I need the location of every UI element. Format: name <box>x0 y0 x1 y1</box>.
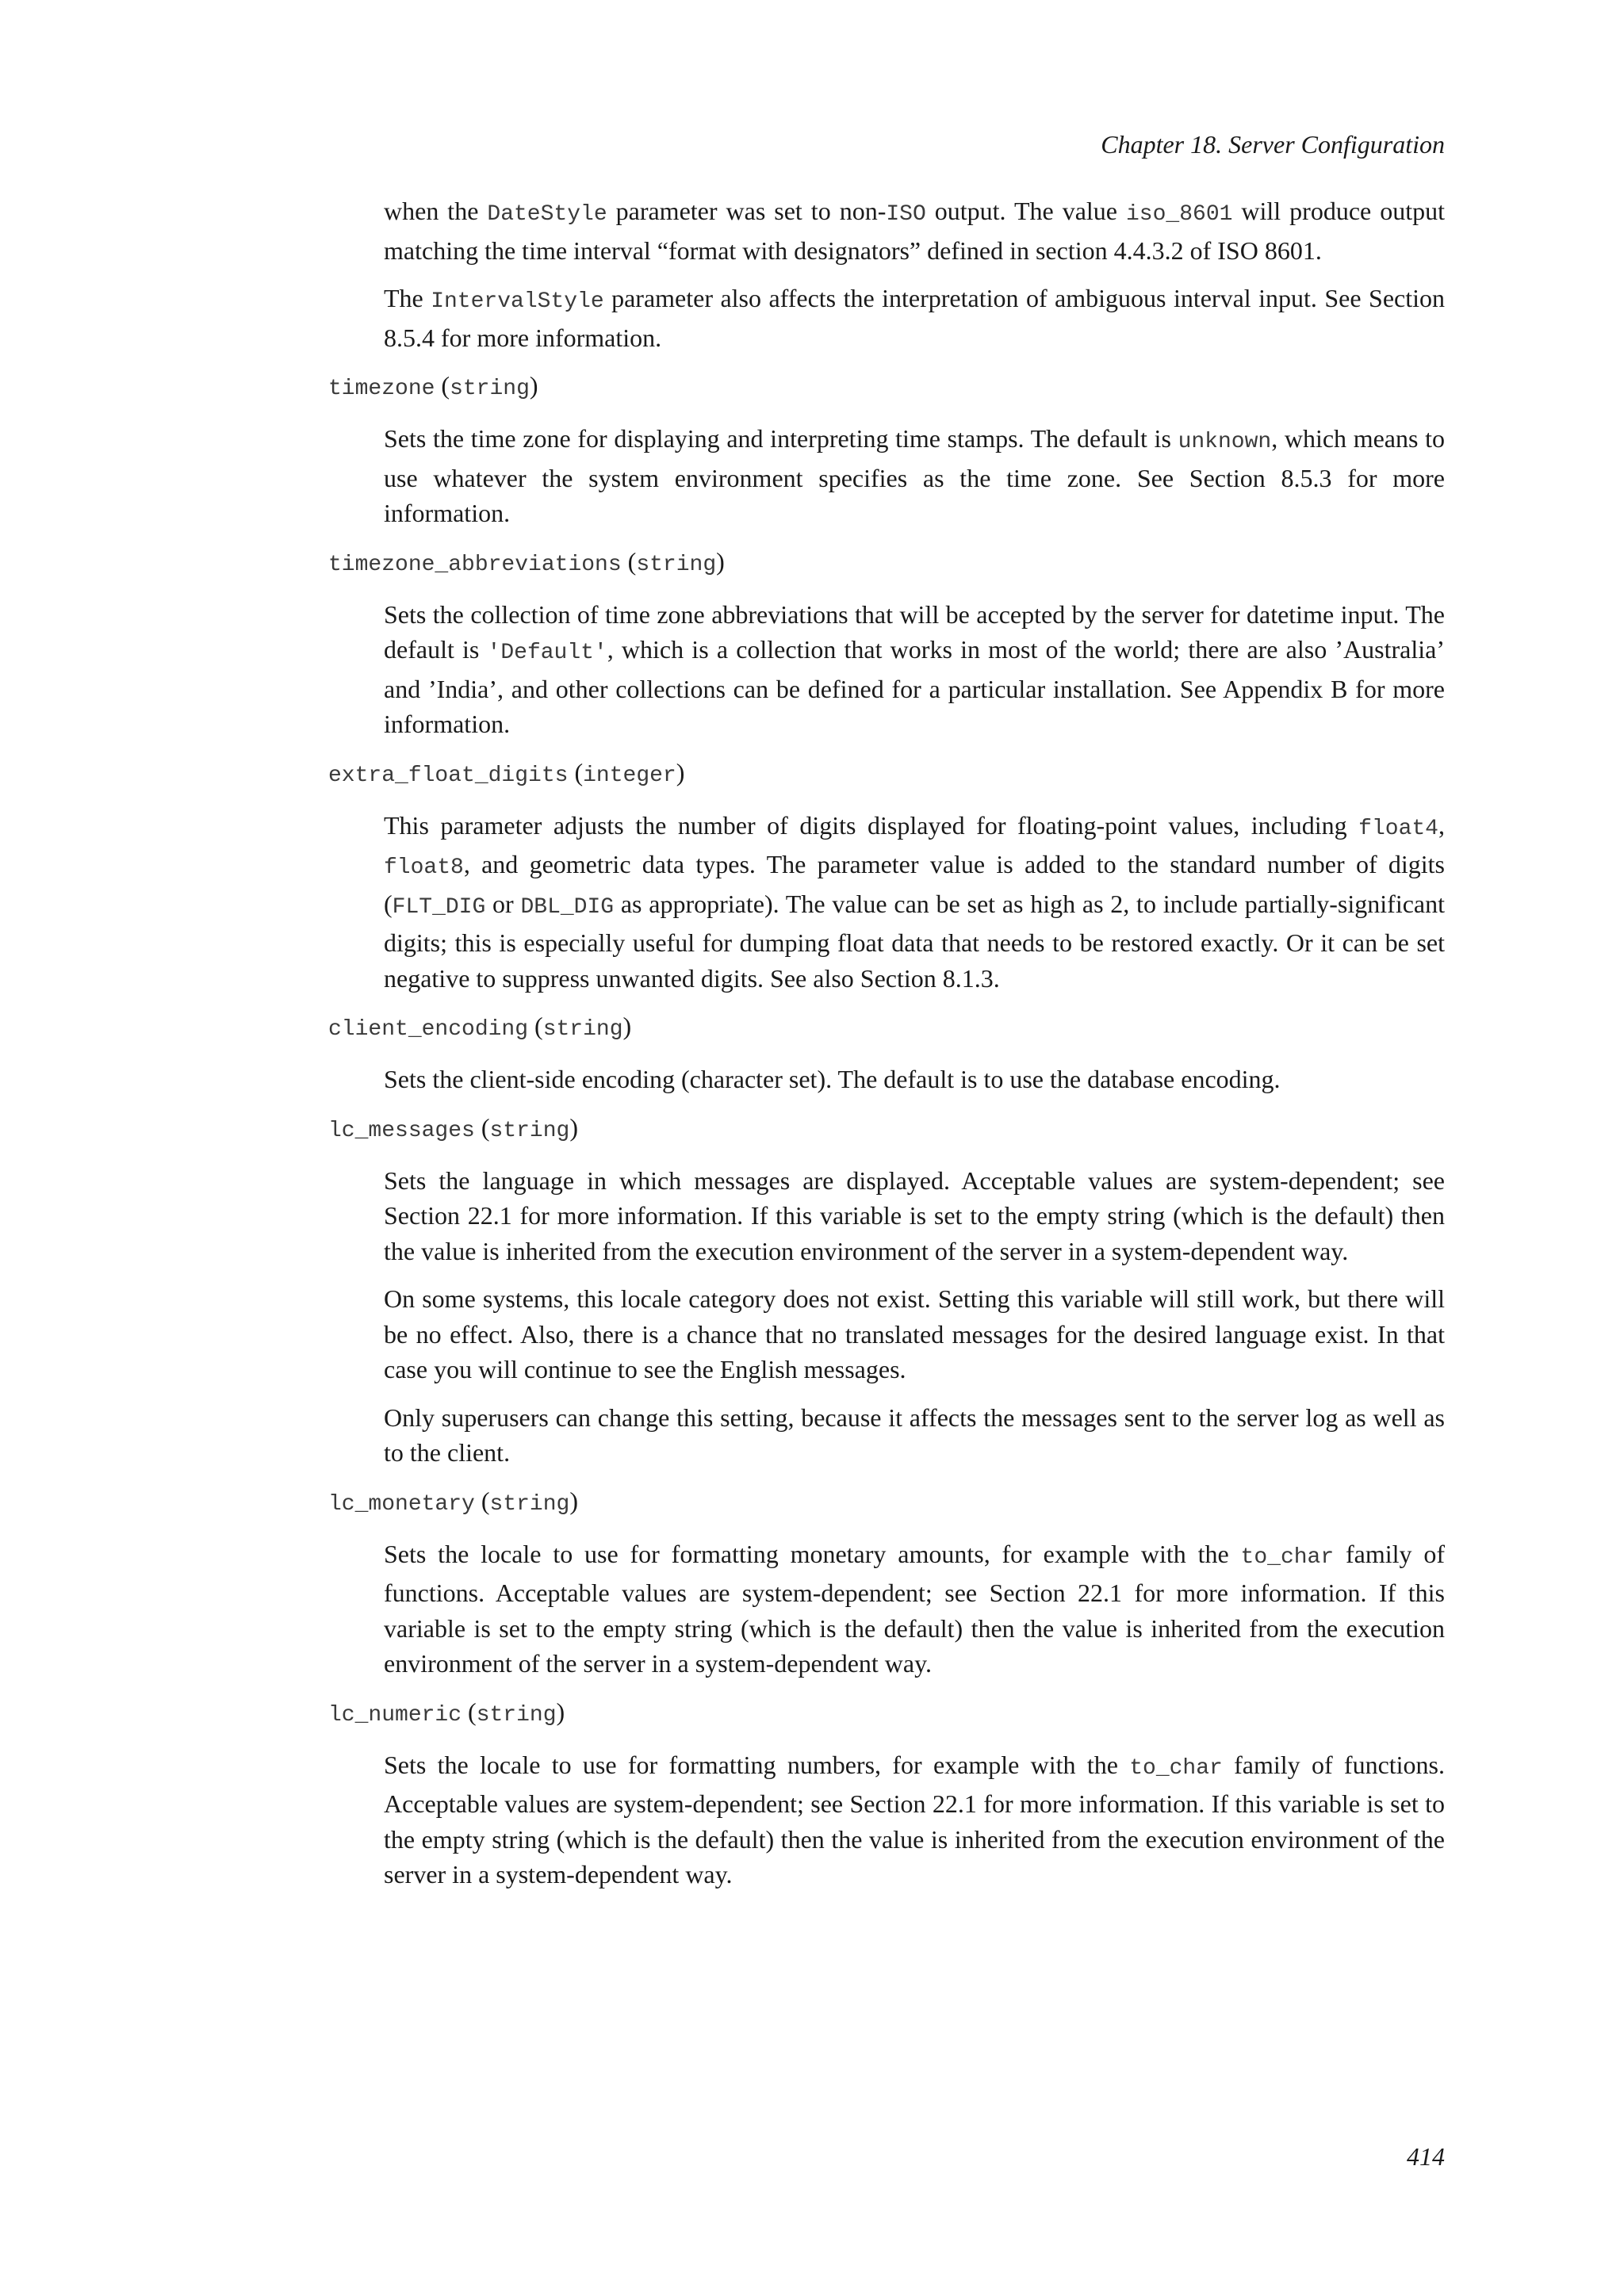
text-run: , which means to use whatever the system environment specifies as the time zone. See Section 8.5.3 for more information. <box>384 424 1446 527</box>
parameter-type: string <box>450 377 530 401</box>
code-literal: to_char <box>1129 1755 1223 1781</box>
code-literal: 'Default' <box>487 641 607 665</box>
text-run: as appropriate). The value can be set as high as 2, to include partially-significant digits; this is especially useful for dumping float data that needs to be restored exactly. Or it can be set negative to suppress unwanted digits. See also Section 8.1.3. <box>384 889 1446 993</box>
parameter-term-lc-monetary: lc_monetary (string) <box>328 1486 578 1517</box>
parameter-description: On some systems, this locale category does not exist. Setting this variable will still work, but there will be no effect. Also, there is a chance that no translated messages for the desired language exist. In that case you will continue to see the English messages. <box>384 1284 1445 1383</box>
parameter-type: string <box>476 1702 557 1728</box>
parameter-name: lc_monetary <box>328 1491 475 1517</box>
code-literal: DateStyle <box>487 202 607 227</box>
code-literal: DBL_DIG <box>520 894 615 920</box>
parameter-type: integer <box>583 763 676 788</box>
text-run: when the <box>384 197 488 225</box>
parameter-type: string <box>489 1118 570 1143</box>
code-literal: float8 <box>384 855 464 880</box>
parameter-term-timezone-abbreviations: timezone_abbreviations (string) <box>328 546 725 577</box>
text-run: will produce output matching the time interval “format with designators” defined in section 4.4.3.2 of ISO 8601. <box>384 197 1446 265</box>
parameter-description <box>384 808 1445 997</box>
page-body <box>328 193 1445 1905</box>
parameter-type: string <box>489 1491 570 1517</box>
text-run: Sets the collection of time zone abbreviations that will be accepted by the server for datetime input. The default is <box>384 599 1445 664</box>
parameter-name: lc_numeric <box>328 1702 462 1728</box>
text-run: Sets the time zone for displaying and interpreting time stamps. The default is <box>384 424 1178 453</box>
parameter-name: timezone <box>328 377 435 401</box>
parameter-term-extra-float-digits: extra_float_digits (integer) <box>328 757 685 788</box>
parameter-term-lc-numeric: lc_numeric (string) <box>328 1697 565 1728</box>
parameter-description: Sets the client-side encoding (character set). The default is to use the database encoding. <box>384 1065 1281 1093</box>
parameter-description: Only superusers can change this setting, because it affects the messages sent to the server log as well as to the client. <box>384 1402 1445 1467</box>
parameter-name: timezone_abbreviations <box>328 552 622 577</box>
code-literal: unknown <box>1178 430 1272 454</box>
text-run: The <box>384 284 431 312</box>
parameter-term-client-encoding: client_encoding (string) <box>328 1012 632 1042</box>
parameter-term-lc-messages: lc_messages (string) <box>328 1112 578 1143</box>
text-run: , <box>1438 810 1445 840</box>
intro-paragraph <box>384 193 1445 268</box>
text-run: This parameter adjusts the number of digits displayed for floating-point values, including <box>384 810 1359 840</box>
parameter-name: extra_float_digits <box>328 763 569 788</box>
parameter-name: client_encoding <box>328 1017 529 1042</box>
code-literal: FLT_DIG <box>392 894 486 920</box>
parameter-description <box>384 597 1445 742</box>
text-run: Sets the locale to use for formatting monetary amounts, for example with the <box>384 1539 1241 1568</box>
intro-paragraph <box>384 281 1445 355</box>
parameter-description <box>384 421 1445 531</box>
code-literal: iso_8601 <box>1126 202 1233 227</box>
parameter-type: string <box>542 1017 623 1042</box>
text-run: , and geometric data types. The parameter value is added to the standard number of digits ( <box>384 850 1445 918</box>
parameter-description <box>384 1536 1445 1682</box>
text-run: output. The value <box>925 197 1126 225</box>
code-literal: IntervalStyle <box>431 289 604 314</box>
parameter-term-timezone: timezone (string) <box>328 371 538 401</box>
page-number: 414 <box>1407 2142 1445 2171</box>
parameter-description: Sets the language in which messages are displayed. Acceptable values are system-dependent; see Section 22.1 for more information. If this variable is set to the empty string (which is the default) then the value is inherited from the execution environment of the server in a system-dependent way. <box>384 1165 1445 1265</box>
parameter-description <box>384 1747 1445 1892</box>
code-literal: float4 <box>1358 816 1438 841</box>
text-run: parameter was set to non- <box>607 197 887 225</box>
text-run: , which is a collection that works in most of the world; there are also ’Australia’ and ’India’, and other collections can be defined for a particular installation. See Appendix B for more information. <box>384 635 1446 738</box>
running-header: Chapter 18. Server Configuration <box>1101 130 1445 159</box>
parameter-name: lc_messages <box>328 1118 475 1143</box>
code-literal: ISO <box>886 202 926 227</box>
code-literal: to_char <box>1240 1544 1335 1570</box>
parameter-type: string <box>636 552 717 577</box>
text-run: parameter also affects the interpretation of ambiguous interval input. See Section 8.5.4 for more information. <box>384 284 1446 352</box>
text-run: family of functions. Acceptable values are system-dependent; see Section 22.1 for more information. If this variable is set to the empty string (which is the default) then the value is inherited from the execution environment of the server in a system-dependent way. <box>384 1539 1446 1678</box>
text-run: or <box>485 889 521 918</box>
text-run: family of functions. Acceptable values are system-dependent; see Section 22.1 for more information. If this variable is set to the empty string (which is the default) then the value is inherited from the execution environment of the server in a system-dependent way. <box>384 1750 1446 1888</box>
text-run: Sets the locale to use for formatting numbers, for example with the <box>384 1750 1130 1779</box>
